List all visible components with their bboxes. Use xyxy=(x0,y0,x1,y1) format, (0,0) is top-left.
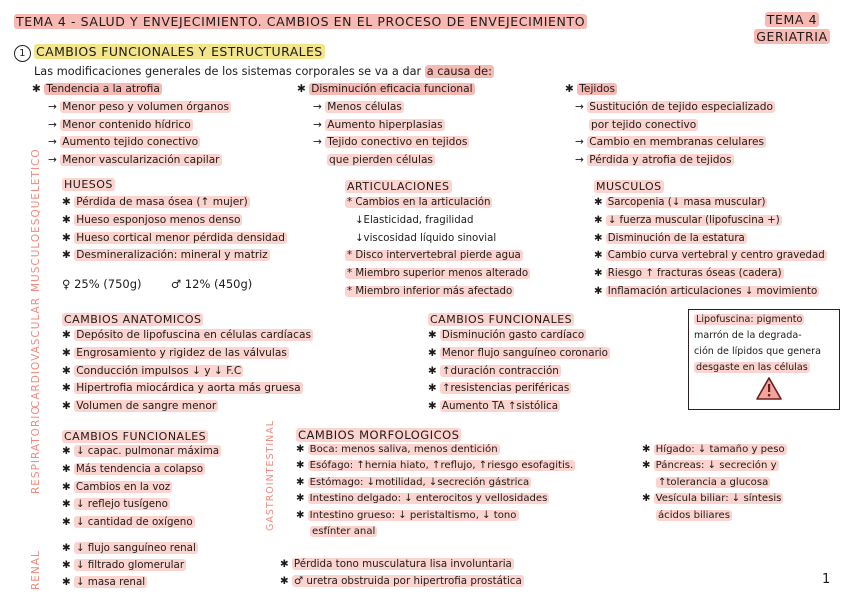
respiratory-list: ✱ ↓ capac. pulmonar máxima ✱ Más tendencia a colapso ✱ Cambios en la voz ✱ ↓ reflejo tusígeno ✱ ↓ cantidad de oxígeno xyxy=(62,445,220,529)
cause-column-efficacy: ✱ Disminución eficacia funcional → Menos células → Aumento hiperplasias → Tejido conectivo en tejidos que pierden células xyxy=(297,83,473,167)
female-bone-loss: ♀ 25% (750g) xyxy=(62,277,142,291)
joints-title: ARTICULACIONES xyxy=(347,180,450,193)
note-line-2: marrón de la degrada- xyxy=(694,330,802,341)
cause-column-atrophy: ✱ Tendencia a la atrofia → Menor peso y volumen órganos → Menor contenido hídrico → Aumento tejido conectivo → Menor vascularización capilar xyxy=(32,83,229,167)
bones-list: ✱ Pérdida de masa ósea (↑ mujer) ✱ Hueso esponjoso menos denso ✱ Hueso cortical menor pérdida densidad ✱ Desmineralización: mineral y matriz xyxy=(62,196,285,262)
gastro-organs-list: ✱ Hígado: ↓ tamaño y peso ✱ Páncreas: ↓ secreción y ↑tolerancia a glucosa ✱ Vesícula biliar: ↓ síntesis ácidos biliares xyxy=(642,444,785,521)
gastro-list: ✱ Boca: menos saliva, menos dentición ✱ Esófago: ↑hernia hiato, ↑reflujo, ↑riesgo esofagitis. ✱ Estómago: ↓motilidad, ↓secreción gástrica ✱ Intestino delgado: ↓ enterocitos y vellosidades ✱ Intestino grueso: ↓ peristaltismo, ↓ tono esfínter anal xyxy=(296,444,574,538)
muscles-list: ✱ Sarcopenia (↓ masa muscular) ✱ ↓ fuerza muscular (lipofuscina +) ✱ Disminución de la estatura ✱ Cambio curva vertebral y centro gravedad ✱ Riesgo ↑ fracturas óseas (cadera) ✱ Inflamación articulaciones ↓ movimiento xyxy=(594,197,825,297)
bones-title: HUESOS xyxy=(64,178,113,191)
joints-list: * Cambios en la articulación ↓Elasticidad, fragilidad ↓viscosidad líquido sinovial * Disco intervertebral pierde agua * Miembro superior menos alterado * Miembro inferior más afectado xyxy=(347,197,529,297)
anatomic-changes-title: CAMBIOS ANATOMICOS xyxy=(64,313,202,326)
bone-loss-by-sex xyxy=(62,277,252,291)
note-line-4: desgaste en las células xyxy=(696,362,808,373)
section-intro: Las modificaciones generales de los sistemas corporales se va a dar a causa de: xyxy=(34,65,492,78)
side-label-musculoskeletal: MUSCULOESQUELETICO xyxy=(30,148,42,292)
note-line-3: ción de lípidos que genera xyxy=(694,346,821,357)
gastro-title: CAMBIOS MORFOLOGICOS xyxy=(298,428,460,442)
cause-column-tissues: ✱ Tejidos → Sustitución de tejido especializado por tejido conectivo → Cambio en membranas celulares → Pérdida y atrofia de tejidos xyxy=(565,83,773,167)
section-number: 1 xyxy=(14,45,31,62)
renal-notes: ✱ Pérdida tono musculatura lisa involuntaria ✱ ♂ uretra obstruida por hipertrofia prostática xyxy=(280,558,522,587)
cardio-functional-list: ✱ Disminución gasto cardíaco ✱ Menor flujo sanguíneo coronario ✱ ↑duración contracción ✱ ↑resistencias periféricas ✱ Aumento TA ↑sistólica xyxy=(428,329,608,413)
cardio-functional-title: CAMBIOS FUNCIONALES xyxy=(430,313,573,326)
side-label-respiratory: RESPIRATORIO xyxy=(30,405,42,494)
side-label-cardiovascular: CARDIOVASCULAR xyxy=(30,296,42,408)
side-label-gastrointestinal: GASTROINTESTINAL xyxy=(265,419,276,531)
male-bone-loss: ♂ 12% (450g) xyxy=(170,277,253,291)
muscles-title: MUSCULOS xyxy=(596,180,662,193)
warning-icon xyxy=(755,376,783,401)
renal-list: ✱ ↓ flujo sanguíneo renal ✱ ↓ filtrado glomerular ✱ ↓ masa renal xyxy=(62,542,196,588)
page-number: 1 xyxy=(822,572,831,587)
topic-tag xyxy=(752,12,832,44)
page-title: TEMA 4 - SALUD Y ENVEJECIMIENTO. CAMBIOS EN EL PROCESO DE ENVEJECIMIENTO xyxy=(16,14,586,29)
section-heading xyxy=(14,44,325,62)
note-line-1: Lipofuscina: pigmento xyxy=(696,314,803,325)
tag-line-1: TEMA 4 xyxy=(766,12,818,27)
anatomic-changes-list: ✱ Depósito de lipofuscina en células cardíacas ✱ Engrosamiento y rigidez de las válvulas ✱ Conducción impulsos ↓ y ↓ F.C ✱ Hipertrofia miocárdica y aorta más gruesa ✱ Volumen de sangre menor xyxy=(62,329,312,413)
tag-line-2: GERIATRIA xyxy=(756,29,828,44)
section-title: CAMBIOS FUNCIONALES Y ESTRUCTURALES xyxy=(36,44,323,59)
lipofuscin-note xyxy=(688,309,840,410)
respiratory-title: CAMBIOS FUNCIONALES xyxy=(64,430,207,443)
side-label-renal: RENAL xyxy=(30,550,42,590)
